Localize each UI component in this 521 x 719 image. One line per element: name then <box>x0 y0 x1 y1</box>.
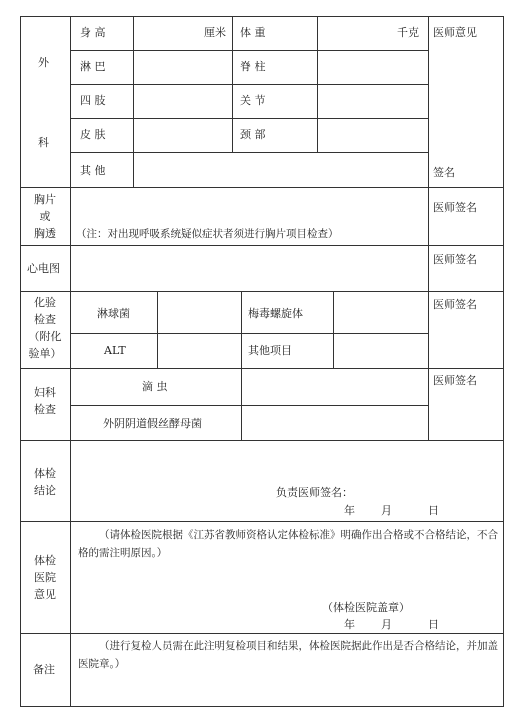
section-label-bottom: 科 <box>38 136 49 149</box>
section-label-top: 外 <box>38 56 49 69</box>
ecg-label: 心电图 <box>27 262 60 275</box>
height-unit: 厘米 <box>204 26 226 39</box>
conclusion-date-month: 月 <box>381 504 392 517</box>
other-items-label: 其他项目 <box>248 344 292 357</box>
remarks-text: （进行复检人员需在此注明复检项目和结果，体检医院据此作出是否合格结论，并加盖医院章。） <box>78 640 498 670</box>
alt-label: ALT <box>104 344 126 357</box>
lab-label-line-4: 验单） <box>28 347 62 360</box>
ecg-signature-label: 医师签名 <box>433 253 477 266</box>
chest-note: （注：对出现呼吸系统疑似症状者须进行胸片项目检查） <box>76 228 339 240</box>
signature-label: 签名 <box>433 166 455 179</box>
conclusion-label-line-1: 体检 <box>34 467 56 480</box>
conclusion-label-line-2: 结论 <box>34 484 56 497</box>
skin-label: 皮 肤 <box>80 128 106 141</box>
lab-label-line-3: （附化 <box>28 330 62 343</box>
weight-unit: 千克 <box>397 26 419 39</box>
hospital-opinion-instruction: （请体检医院根据《江苏省教师资格认定体检标准》明确作出合格或不合格结论，不合格的需注明原因。） <box>78 529 498 559</box>
weight-label: 体 重 <box>240 26 266 39</box>
height-label: 身 高 <box>80 26 106 39</box>
conclusion-label <box>20 465 70 499</box>
chest-label <box>20 191 70 242</box>
other-label: 其 他 <box>80 164 106 177</box>
hospital-date-year: 年 <box>344 618 355 631</box>
gyn-signature-label: 医师签名 <box>433 374 477 387</box>
doctor-opinion-label: 医师意见 <box>433 26 477 39</box>
hospital-opinion-label <box>20 552 70 603</box>
hospital-opinion-label-line-1: 体检 <box>34 554 56 567</box>
candida-label: 外阴阴道假丝酵母菌 <box>103 417 202 430</box>
lab-label <box>20 294 70 362</box>
hospital-date-month: 月 <box>381 618 392 631</box>
hospital-opinion-label-line-3: 意见 <box>34 588 56 601</box>
chest-label-line-1: 胸片 <box>34 193 56 206</box>
chest-signature-label: 医师签名 <box>433 201 477 214</box>
joints-label: 关 节 <box>240 94 266 107</box>
lab-signature-label: 医师签名 <box>433 298 477 311</box>
spine-label: 脊 柱 <box>240 60 266 73</box>
lymph-label: 淋 巴 <box>80 60 106 73</box>
conclusion-doctor-signature: 负责医师签名： <box>276 486 353 499</box>
gyn-label <box>20 384 70 418</box>
hospital-opinion-label-line-2: 医院 <box>34 571 56 584</box>
conclusion-date-day: 日 <box>428 504 439 517</box>
trichomonas-label: 滴 虫 <box>142 380 168 393</box>
neck-label: 颈 部 <box>240 128 266 141</box>
conclusion-date-year: 年 <box>344 504 355 517</box>
gyn-label-line-2: 检查 <box>34 403 56 416</box>
gonococcus-label: 淋球菌 <box>97 307 130 320</box>
hospital-date-day: 日 <box>428 618 439 631</box>
treponema-label: 梅毒螺旋体 <box>248 307 303 320</box>
lab-label-line-2: 检查 <box>34 313 56 326</box>
chest-label-line-3: 胸透 <box>34 227 56 240</box>
remarks-label: 备注 <box>33 663 55 676</box>
hospital-stamp: （体检医院盖章） <box>322 601 410 614</box>
lab-label-line-1: 化验 <box>34 296 56 309</box>
gyn-label-line-1: 妇科 <box>34 386 56 399</box>
limbs-label: 四 肢 <box>80 94 106 107</box>
chest-label-line-2: 或 <box>39 210 51 223</box>
